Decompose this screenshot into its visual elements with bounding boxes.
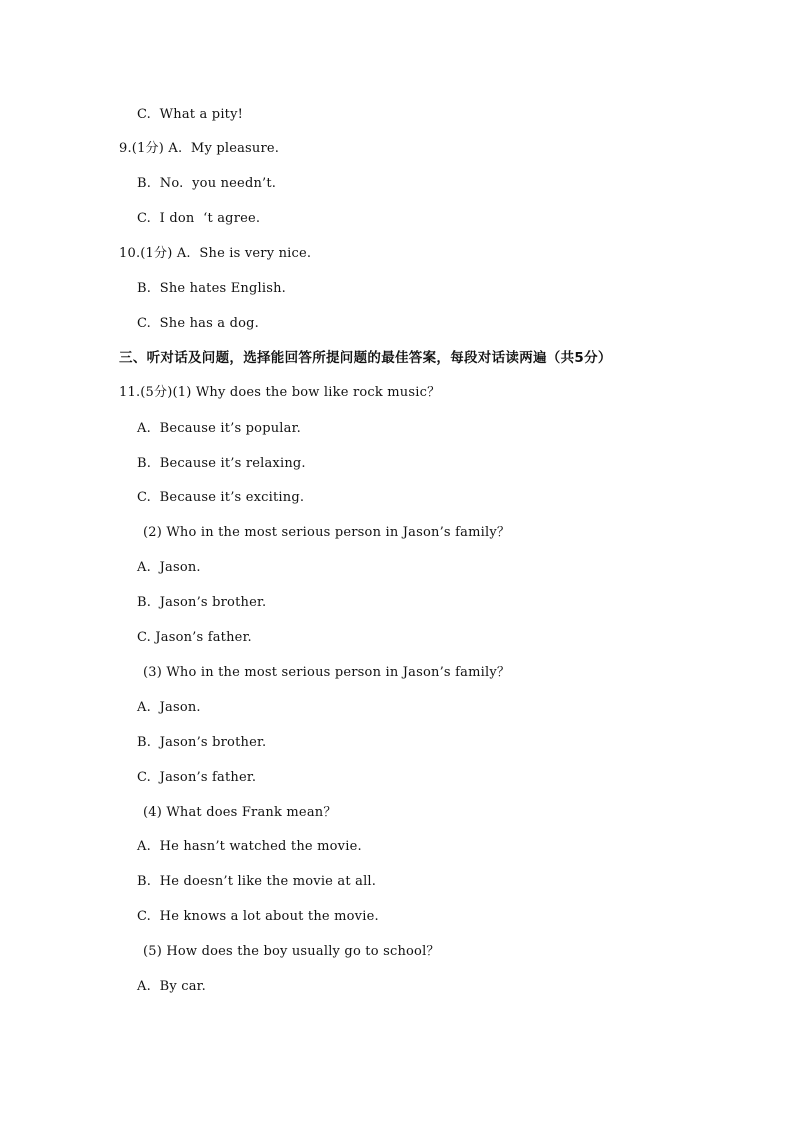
option-c-q11-3: C. Jason’s father. [137, 770, 257, 785]
option-b-q9: B. No. you needn’t. [137, 176, 277, 191]
option-c-q11-1: C. Because it’s exciting. [137, 490, 305, 505]
option-c-what-a-pity: C. What a pity! [137, 107, 244, 122]
question-11-part-3: (3) Who in the most serious person in Jason’s family？ [143, 665, 511, 680]
option-a-q11-5: A. By car. [137, 979, 206, 994]
option-c-q9: C. I don ‘t agree. [137, 211, 261, 226]
option-b-q11-2: B. Jason’s brother. [137, 595, 267, 610]
option-c-q10: C. She has a dog. [137, 316, 259, 331]
option-b-q11-1: B. Because it’s relaxing. [137, 456, 306, 471]
option-c-q11-2: C. Jason’s father. [137, 630, 252, 645]
option-b-q10: B. She hates English. [137, 281, 286, 296]
option-a-q11-3: A. Jason. [137, 700, 201, 715]
option-b-q11-4: B. He doesn’t like the movie at all. [137, 874, 377, 889]
section-3-heading: 三、听对话及问题，选择能回答所提问题的最佳答案，每段对话读两遍（共5分） [119, 350, 612, 366]
question-10: 10.(1分) A. She is very nice. [119, 246, 312, 261]
option-a-q11-1: A. Because it’s popular. [137, 421, 301, 436]
option-c-q11-4: C. He knows a lot about the movie. [137, 909, 379, 924]
question-11-part-4: (4) What does Frank mean？ [143, 805, 337, 820]
question-11-part-2: (2) Who in the most serious person in Jason’s family？ [143, 525, 511, 540]
option-a-q11-4: A. He hasn’t watched the movie. [137, 839, 362, 854]
option-b-q11-3: B. Jason’s brother. [137, 735, 267, 750]
question-11-part-1: 11.(5分)(1) Why does the bow like rock music？ [119, 385, 441, 400]
question-11-part-5: (5) How does the boy usually go to school？ [143, 944, 440, 959]
question-9: 9.(1分) A. My pleasure. [119, 141, 280, 156]
option-a-q11-2: A. Jason. [137, 560, 201, 575]
